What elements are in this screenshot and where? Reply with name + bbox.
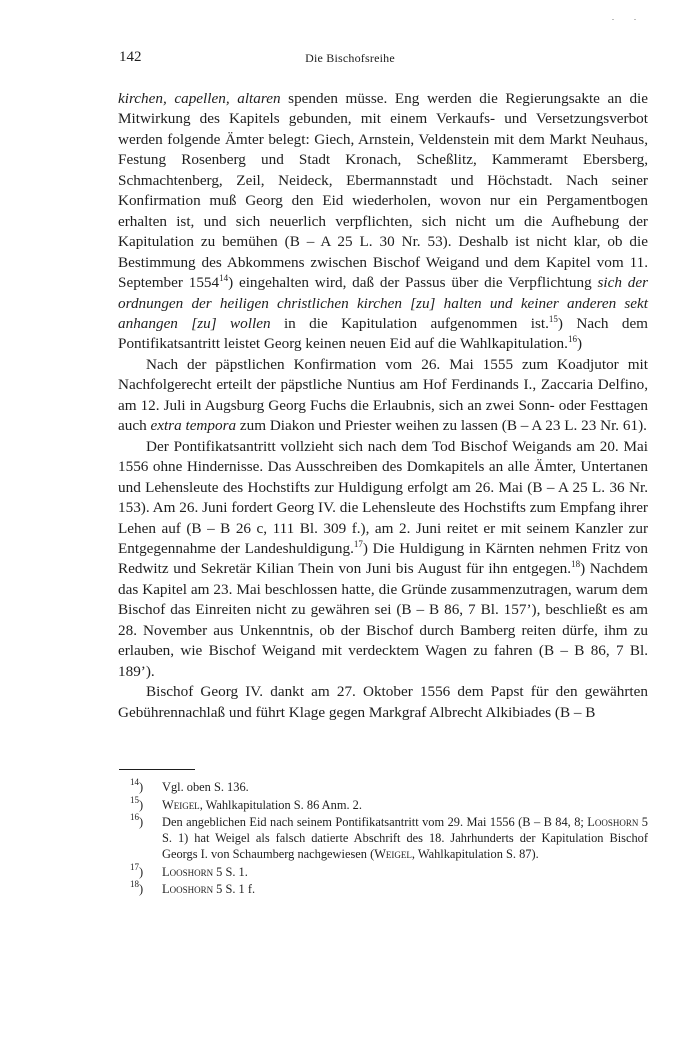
footnote xyxy=(130,779,648,795)
footnote-text xyxy=(162,864,648,880)
footnote xyxy=(130,794,648,813)
footnote-ref: 14 xyxy=(219,273,229,284)
body-text xyxy=(118,89,648,723)
footnote-ref: 15 xyxy=(548,313,558,324)
text-run: zum Diakon und Priester weihen zu lassen (B – A 23 L. 23 Nr. 61). xyxy=(236,417,647,435)
text-run: Den angeblichen Eid nach seinem Pontifikatsantritt vom 29. Mai 1556 (B – B 84, 8; xyxy=(162,815,588,829)
paragraph xyxy=(118,355,648,437)
page-number: 142 xyxy=(119,49,142,65)
author-name: Looshorn xyxy=(162,864,214,879)
footnote xyxy=(130,814,648,862)
text-run: Der Pontifikatsantritt vollzieht sich nach dem Tod Bischof Weigands am 20. Mai 1556 ohne Hindernisse. Das Ausschreiben des Domkapitels an alle Ämter, Untertanen und Lehensleute des Hochstifts zur Huldigung erfolgt am 26. Mai (B – A 25 L. 36 Nr. 153). Am 26. Juni fordert Georg IV. die Lehensleute des Hochstifts zum Empfang ihrer Lehen auf (B – B 26 c, 111 Bl. 309 f.), am 2. Juni reitet er mit seinem Kanzler zur Entgegennahme der Landeshuldigung. xyxy=(118,437,648,557)
italic-text: sich der ordnungen der heiligen christlichen kirchen [zu] halten und keiner anderen sekt anhangen [zu] wollen xyxy=(118,274,648,332)
text-run: ) Nach dem Pontifikatsantritt leistet Georg keinen neuen Eid auf die Wahlkapitulation. xyxy=(118,314,648,353)
text-run: ) xyxy=(576,335,582,353)
text-run: ) Die Huldigung in Kärnten nehmen Fritz von Redwitz und Sekretär Kilian Thein von Juni bis August für ihn entgegen. xyxy=(118,539,648,578)
footnote-text xyxy=(162,881,648,897)
footnote-number-value: 18 xyxy=(130,879,139,889)
paragraph xyxy=(118,89,648,355)
scan-mark xyxy=(612,19,614,20)
scan-mark xyxy=(634,19,636,20)
footnote-rule xyxy=(119,769,195,770)
footnote-ref: 18 xyxy=(571,559,581,570)
text-run: ) eingehalten wird, daß der Passus über die Verpflichtung xyxy=(228,274,598,292)
text-run: in die Kapitulation aufgenommen ist. xyxy=(270,314,549,332)
footnotes xyxy=(130,779,648,899)
text-run: 5 S. 1. xyxy=(213,864,248,879)
text-run: , Wahlkapitulation S. 86 Anm. 2. xyxy=(199,797,362,812)
footnote-number: $^{18}$) xyxy=(130,879,144,896)
text-run: 5 S. 1) hat Weigel als falsch datierte Abschrift des 18. Jahrhunderts der Kapitulation Bischof Georgs I. von Schaumberg nachgewiesen ( xyxy=(162,815,648,861)
text-run: Vgl. oben S. 136. xyxy=(162,780,249,794)
text-run: Nach der päpstlichen Konfirmation vom 26. Mai 1555 zum Koadjutor mit Nachfolgerecht erteilt der päpstliche Nuntius am Hof Ferdinands I., Zaccaria Delfino, am 12. Juli in Augsburg Georg Fuchs die Erlaubnis, sich an zwei Sonn- oder Festtagen auch xyxy=(118,355,648,435)
footnote-number-value: 17 xyxy=(130,861,139,872)
footnote-text xyxy=(162,814,648,862)
text-run: ) Nachdem das Kapitel am 23. Mai beschlossen hatte, die Gründe zusammenzutragen, warum dem Bischof das Einreiten nicht zu gewähren sei (B – B 86, 7 Bl. 157’), beschließt es am 28. November aus Unkenntnis, ob der Bischof durch Bamberg reiten dürfe, ihm zu erlauben, wie Bischof Weigand mit verdecktem Wagen zu fahren (B – B 86, 7 Bl. 189’). xyxy=(118,560,648,680)
footnote-ref: 17 xyxy=(353,538,363,549)
text-run: 5 S. 1 f. xyxy=(213,882,256,896)
footnote-number-value: 16 xyxy=(130,812,139,822)
author-name: Weigel xyxy=(374,847,412,861)
footnote xyxy=(130,861,648,880)
running-head: Die Bischofsreihe xyxy=(305,51,395,65)
text-run: Bischof Georg IV. dankt am 27. Oktober 1556 dem Papst für den gewährten Gebührennachlaß und führt Klage gegen Markgraf Albrecht Alkibiades (B – B xyxy=(118,683,648,721)
footnote-text xyxy=(162,797,648,813)
paragraph xyxy=(118,437,648,682)
author-name: Weigel xyxy=(162,797,200,812)
italic-text: kirchen, capellen, altaren xyxy=(118,90,281,107)
footnote-number: $^{14}$) xyxy=(130,777,144,794)
footnote-number-value: 15 xyxy=(130,794,139,805)
paragraph xyxy=(118,682,648,723)
text-run: spenden müsse. Eng werden die Regierungsakte an die Mitwirkung des Kapitels gebunden, mit einem Verkaufs- und Versetzungsverbot werden folgende Ämter belegt: Giech, Arnstein, Veldenstein mit dem Markt Neuhaus, Festung Rosenberg und Stadt Kronach, Scheßlitz, Kammeramt Ebersberg, Schmachtenberg, Zeil, Neideck, Ebermannstadt und Höchstadt. Nach seiner Konfirmation muß Georg den Eid wiederholen, wovon nur ein Pergamentbogen erhalten ist, und sich neuerlich verpflichten, sich nicht um die Aufhebung der Kapitulation zu bemühen (B – A 25 L. 30 Nr. 53). Deshalb ist nicht klar, ob die Bestimmung des Abkommens zwischen Bischof Weigand und dem Kapitel vom 11. September 1554 xyxy=(118,90,649,292)
author-name: Looshorn xyxy=(587,815,639,829)
text-run: , Wahlkapitulation S. 87). xyxy=(411,847,539,861)
author-name: Looshorn xyxy=(162,882,214,896)
footnote-number: $^{16}$) xyxy=(130,812,144,829)
footnote-number: $^{17}$) xyxy=(130,861,144,879)
footnote-number-value: 14 xyxy=(130,777,139,787)
footnote xyxy=(130,881,648,897)
footnote-text xyxy=(162,779,648,795)
italic-text: extra tempora xyxy=(150,417,237,435)
footnote-ref: 16 xyxy=(567,334,577,345)
footnote-number: $^{15}$) xyxy=(130,794,144,812)
